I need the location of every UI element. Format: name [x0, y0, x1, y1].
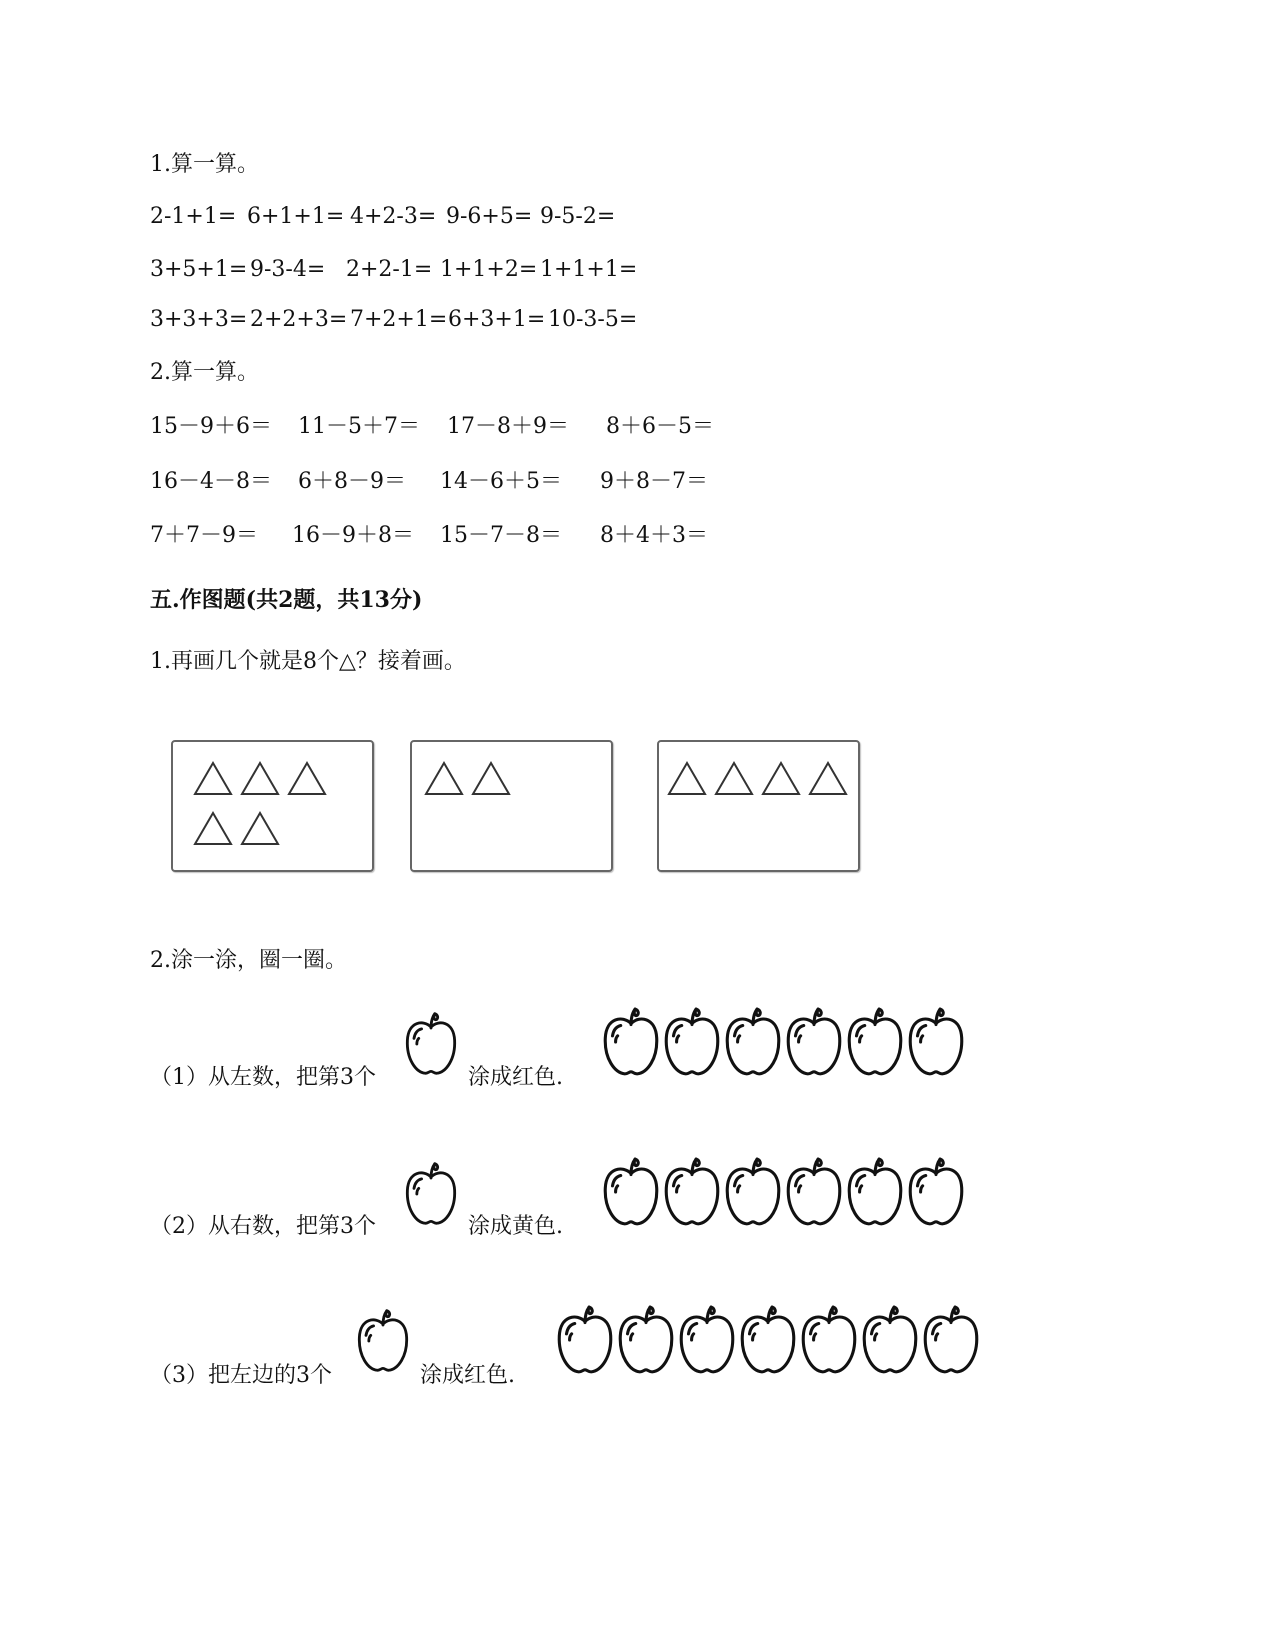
triangle-icon — [289, 763, 325, 794]
task-prefix: （1）从左数，把第3个 — [150, 1065, 376, 1090]
equation: 3+3+3= — [150, 307, 248, 332]
triangle-icon — [810, 763, 846, 794]
equation: 6＋8－9＝ — [298, 469, 406, 494]
triangle-icon — [473, 763, 509, 794]
apple-icon[interactable] — [737, 1303, 799, 1381]
triangle-icon — [716, 763, 752, 794]
triangle-icon — [242, 763, 278, 794]
apple-icon — [402, 1010, 460, 1082]
equation: 11－5＋7＝ — [298, 414, 420, 439]
section-heading: 五.作图题(共2题，共13分) — [150, 587, 423, 613]
apple-icon[interactable] — [920, 1303, 982, 1381]
equation: 9-5-2= — [540, 204, 616, 229]
equation: 3+5+1= — [150, 257, 248, 282]
apple-icon[interactable] — [859, 1303, 921, 1381]
triangle-box-3[interactable] — [657, 740, 860, 872]
triangle-box-2[interactable] — [410, 740, 613, 872]
equation: 15－7－8＝ — [440, 523, 562, 548]
equation: 9-3-4= — [250, 257, 326, 282]
triangle-icon — [195, 813, 231, 844]
equation: 7＋7－9＝ — [150, 523, 258, 548]
apple-icon[interactable] — [554, 1303, 616, 1381]
apple-icon — [402, 1160, 460, 1232]
triangle-icon — [195, 763, 231, 794]
apple-icon[interactable] — [661, 1155, 723, 1233]
equation: 4+2-3= — [350, 204, 437, 229]
equation: 2+2+3= — [250, 307, 348, 332]
equation: 2-1+1= — [150, 204, 237, 229]
triangle-box-1[interactable] — [171, 740, 374, 872]
apple-icon[interactable] — [783, 1155, 845, 1233]
apple-icon[interactable] — [905, 1155, 967, 1233]
task-prefix: （2）从右数，把第3个 — [150, 1214, 376, 1239]
equation: 14－6＋5＝ — [440, 469, 562, 494]
equation: 17－8＋9＝ — [447, 414, 569, 439]
equation: 1+1+1= — [540, 257, 638, 282]
equation: 9＋8－7＝ — [600, 469, 708, 494]
triangle-icon — [426, 763, 462, 794]
equation: 9-6+5= — [446, 204, 533, 229]
apple-icon[interactable] — [722, 1155, 784, 1233]
triangle-icon — [242, 813, 278, 844]
equation: 10-3-5= — [548, 307, 638, 332]
equation: 6+1+1= — [247, 204, 345, 229]
equation: 8＋4＋3＝ — [600, 523, 708, 548]
equation: 8＋6－5＝ — [606, 414, 714, 439]
apple-icon[interactable] — [905, 1005, 967, 1083]
q1-title: 1.算一算。 — [150, 152, 259, 177]
task-suffix: 涂成红色. — [468, 1065, 563, 1090]
equation: 16－9＋8＝ — [292, 523, 414, 548]
apple-icon[interactable] — [676, 1303, 738, 1381]
apple-row-1[interactable] — [600, 1005, 974, 1085]
equation: 1+1+2= — [440, 257, 538, 282]
apple-icon — [354, 1307, 412, 1379]
task-suffix: 涂成黄色. — [468, 1214, 563, 1239]
apple-icon[interactable] — [661, 1005, 723, 1083]
apple-icon[interactable] — [783, 1005, 845, 1083]
task-suffix: 涂成红色. — [420, 1363, 515, 1388]
apple-row-2[interactable] — [600, 1155, 974, 1235]
apple-icon[interactable] — [844, 1005, 906, 1083]
apple-icon[interactable] — [844, 1155, 906, 1233]
apple-icon[interactable] — [600, 1155, 662, 1233]
task-prefix: （3）把左边的3个 — [150, 1363, 332, 1388]
triangle-icon — [763, 763, 799, 794]
color-question-title: 2.涂一涂，圈一圈。 — [150, 948, 347, 973]
apple-icon[interactable] — [798, 1303, 860, 1381]
apple-row-3[interactable] — [554, 1303, 989, 1383]
draw-question-title: 1.再画几个就是8个△？接着画。 — [150, 649, 466, 674]
equation: 2+2-1= — [346, 257, 433, 282]
equation: 6+3+1= — [448, 307, 546, 332]
apple-icon[interactable] — [600, 1005, 662, 1083]
equation: 15－9＋6＝ — [150, 414, 272, 439]
equation: 7+2+1= — [350, 307, 448, 332]
q2-title: 2.算一算。 — [150, 360, 259, 385]
triangle-icon — [669, 763, 705, 794]
apple-icon[interactable] — [722, 1005, 784, 1083]
equation: 16－4－8＝ — [150, 469, 272, 494]
apple-icon[interactable] — [615, 1303, 677, 1381]
